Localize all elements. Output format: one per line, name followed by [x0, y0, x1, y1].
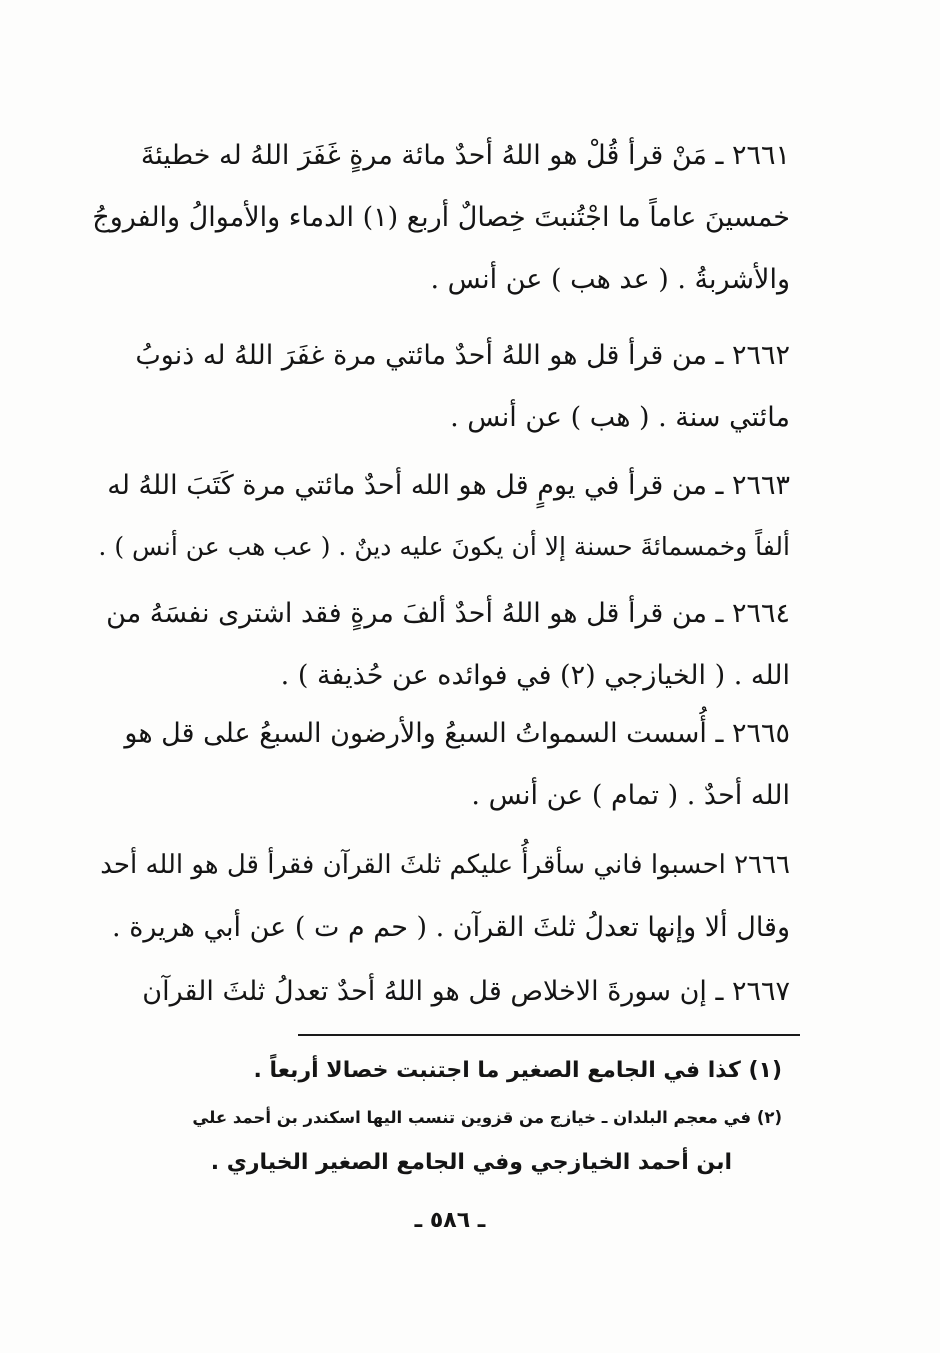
footnote-2-line-2: ابن أحمد الخيازجي وفي الجامع الصغير الخياري . [210, 1150, 732, 1175]
page-number: ـ ٥٨٦ ـ [414, 1208, 486, 1233]
entry-2662-line-1: ٢٦٦٢ ـ من قرأ قل هو اللهُ أحدٌ مائتي مرة غفَرَ اللهُ له ذنوبُ [135, 340, 790, 371]
entry-2665-line-2: الله أحدٌ . ( تمام ) عن أنس . [471, 780, 790, 811]
entry-2664-line-2: الله . ( الخيازجي (٢) في فوائده عن حُذيفة ) . [280, 660, 790, 691]
entry-2665-line-1: ٢٦٦٥ ـ أُسست السمواتُ السبعُ والأرضون السبعُ على قل هو [124, 718, 790, 749]
entry-2661-line-3: والأشربةُ . ( عد هب ) عن أنس . [430, 264, 790, 295]
footnote-2-line-1: (٢) في معجم البلدان ـ خيازج من قزوين تنسب اليها اسكندر بن أحمد علي [192, 1108, 782, 1127]
entry-2667-line-1: ٢٦٦٧ ـ إن سورةَ الاخلاص قل هو اللهُ أحدٌ تعدلُ ثلثَ القرآن [142, 976, 790, 1007]
entry-2661-line-1: ٢٦٦١ ـ مَنْ قرأ قُلْ هو اللهُ أحدٌ مائة مرةٍ غَفَرَ اللهُ له خطيئةَ [140, 140, 790, 171]
footnote-separator [298, 1034, 800, 1036]
entry-2662-line-2: مائتي سنة . ( هب ) عن أنس . [450, 402, 790, 433]
footnote-1: (١) كذا في الجامع الصغير ما اجتنبت خصالا أربعاً . [253, 1058, 782, 1083]
entry-2666-line-1: ٢٦٦٦ احسبوا فاني سأقرأُ عليكم ثلثَ القرآن فقرأ قل هو الله أحد [100, 850, 790, 880]
entry-2663-line-1: ٢٦٦٣ ـ من قرأ في يومٍ قل هو الله أحدٌ مائتي مرة كَتَبَ اللهُ له [107, 470, 790, 501]
entry-2664-line-1: ٢٦٦٤ ـ من قرأ قل هو اللهُ أحدٌ ألفَ مرةٍ فقد اشترى نفسَهُ من [106, 598, 790, 629]
entry-2661-line-2: خمسينَ عاماً ما اجْتُنبتَ خِصالٌ أربع (١) الدماء والأموالُ والفروجُ [92, 202, 790, 233]
entry-2663-line-2: ألفاً وخمسمائةَ حسنة إلا أن يكونَ عليه دينٌ . ( عب هب عن أنس ) . [98, 532, 790, 561]
entry-2666-line-2: وقال ألا وإنها تعدلُ ثلثَ القرآن . ( حم م ت ) عن أبي هريرة . [112, 912, 790, 943]
